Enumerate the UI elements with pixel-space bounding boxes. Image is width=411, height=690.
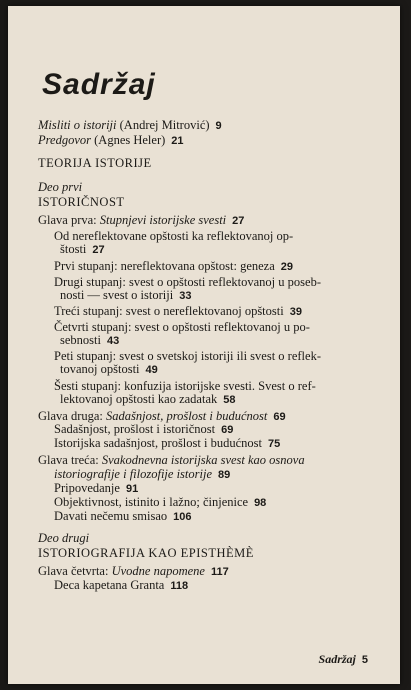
- toc-entry-text: ISTORIOGRAFIJA KAO EPISTHÈMÈ: [38, 546, 254, 560]
- toc-entry: [54, 422, 233, 437]
- footer-label: Sadržaj: [318, 652, 356, 666]
- toc-entry-text: Glava prva:: [38, 213, 100, 227]
- toc-page-number: 27: [92, 244, 105, 256]
- toc-entry-text: Sadašnjost, prošlost i budućnost: [106, 409, 268, 423]
- toc-page-number: 27: [232, 215, 245, 227]
- toc-page-number: 118: [170, 580, 189, 592]
- toc-entry-text: tovanoj opštosti: [60, 362, 140, 376]
- toc-entry: [38, 156, 152, 170]
- toc-entry-text: Peti stupanj: svest o svetskoj istoriji ili svest o reflek-: [54, 349, 321, 363]
- toc-page-number: 106: [173, 511, 192, 523]
- toc-entry-text: Deca kapetana Granta: [54, 578, 165, 592]
- toc-page-number: 89: [218, 469, 231, 481]
- toc-entry: [38, 118, 222, 133]
- toc-entry-text: Deo prvi: [38, 180, 83, 194]
- toc-entry: [54, 495, 266, 510]
- toc-entry-text: TEORIJA ISTORIJE: [38, 156, 152, 170]
- toc-page-number: 21: [171, 135, 184, 147]
- toc-entry-text: Glava treća:: [38, 453, 102, 467]
- toc-page-number: 91: [125, 483, 139, 495]
- footer-page-number: 5: [361, 654, 368, 666]
- toc-entry: [38, 531, 89, 545]
- toc-entry-text: lektovanoj opštosti kao zadatak: [60, 392, 218, 406]
- toc-entry: [38, 213, 244, 228]
- toc-entry: [54, 349, 321, 363]
- book-page: [8, 6, 400, 684]
- toc-page-number: 49: [145, 364, 158, 376]
- toc-entry-text: Objektivnost, istinito i lažno; činjenice: [54, 495, 249, 509]
- toc-entry: [54, 275, 321, 289]
- toc-entry-text: sebnosti: [60, 333, 101, 347]
- toc-entry: [54, 436, 280, 451]
- toc-page-number: 39: [289, 306, 302, 318]
- toc-entry-text: Misliti o istoriji: [38, 118, 117, 132]
- toc-entry-text: istoriografije i filozofije istorije: [54, 467, 212, 481]
- toc-entry: [54, 229, 293, 243]
- toc-entry: [54, 481, 138, 496]
- toc-entry-text: Četvrti stupanj: svest o opštosti reflektovanoj u po-: [54, 320, 310, 334]
- toc-page-number: 69: [221, 424, 234, 436]
- toc-entry: [38, 195, 125, 209]
- page-footer: [319, 652, 368, 667]
- page-title: Sadržaj: [42, 68, 156, 101]
- toc-page-number: 33: [179, 290, 192, 302]
- toc-entry-text: Sadašnjost, prošlost i istoričnost: [54, 422, 216, 436]
- toc-entry-text: Svakodnevna istorijska svest kao osnova: [101, 453, 305, 467]
- toc-entry: [54, 259, 293, 274]
- toc-entry: [54, 379, 316, 393]
- toc-entry-text: Davati nečemu smisao: [54, 509, 168, 523]
- toc-entry-text: (Agnes Heler): [91, 133, 166, 147]
- toc-entry-text: štosti: [60, 242, 87, 256]
- toc-entry-text: Glava četvrta:: [38, 564, 112, 578]
- toc-entry: [54, 509, 192, 524]
- toc-entry: [38, 180, 82, 194]
- toc-entry-text: Pripovedanje: [54, 481, 120, 495]
- toc-entry-text: Prvi stupanj: nereflektovana opštost: geneza: [54, 259, 275, 273]
- toc-entry: [60, 333, 119, 348]
- toc-entry-text: Predgovor: [38, 133, 91, 147]
- toc-entry-text: ISTORIČNOST: [38, 195, 125, 209]
- toc-page-number: 29: [280, 261, 294, 273]
- toc-entry-text: Od nereflektovane opštosti ka reflektovanoj op-: [54, 229, 294, 243]
- toc-page-number: 9: [215, 120, 222, 132]
- toc-entry: [54, 320, 310, 334]
- toc-page-number: 69: [273, 411, 286, 423]
- toc-entry: [38, 546, 254, 560]
- toc-entry: [60, 362, 158, 377]
- toc-entry-text: Stupnjevi istorijske svesti: [99, 213, 227, 227]
- toc-entry-text: Uvodne napomene: [111, 564, 205, 578]
- toc-entry-text: Drugi stupanj: svest o opštosti reflektovanoj u poseb-: [54, 275, 321, 289]
- toc-entry: [60, 392, 236, 407]
- toc-page-number: 98: [254, 497, 267, 509]
- toc-entry-text: (Andrej Mitrović): [116, 118, 210, 132]
- toc-entry-text: Šesti stupanj: konfuzija istorijske svesti. Svest o ref-: [54, 379, 316, 393]
- toc-entry: [54, 578, 188, 593]
- toc-page-number: 58: [223, 394, 236, 406]
- toc-entry-text: Deo drugi: [38, 531, 90, 545]
- toc-entry: [38, 133, 184, 148]
- toc-entry: [54, 467, 230, 482]
- toc-entry: [38, 453, 305, 467]
- toc-entry-text: Treći stupanj: svest o nereflektovanoj opštosti: [54, 304, 284, 318]
- toc-entry-text: Istorijska sadašnjost, prošlost i budućnost: [54, 436, 262, 450]
- toc-entry-text: Glava druga:: [38, 409, 107, 423]
- toc-page-number: 75: [267, 438, 281, 450]
- toc-entry-text: nosti — svest o istoriji: [60, 288, 174, 302]
- toc-page-number: 117: [210, 566, 229, 578]
- toc-entry: [60, 288, 191, 303]
- toc-entry: [60, 242, 105, 257]
- toc-entry: [38, 564, 229, 579]
- toc-page-number: 43: [106, 335, 120, 347]
- toc-entry: [54, 304, 302, 319]
